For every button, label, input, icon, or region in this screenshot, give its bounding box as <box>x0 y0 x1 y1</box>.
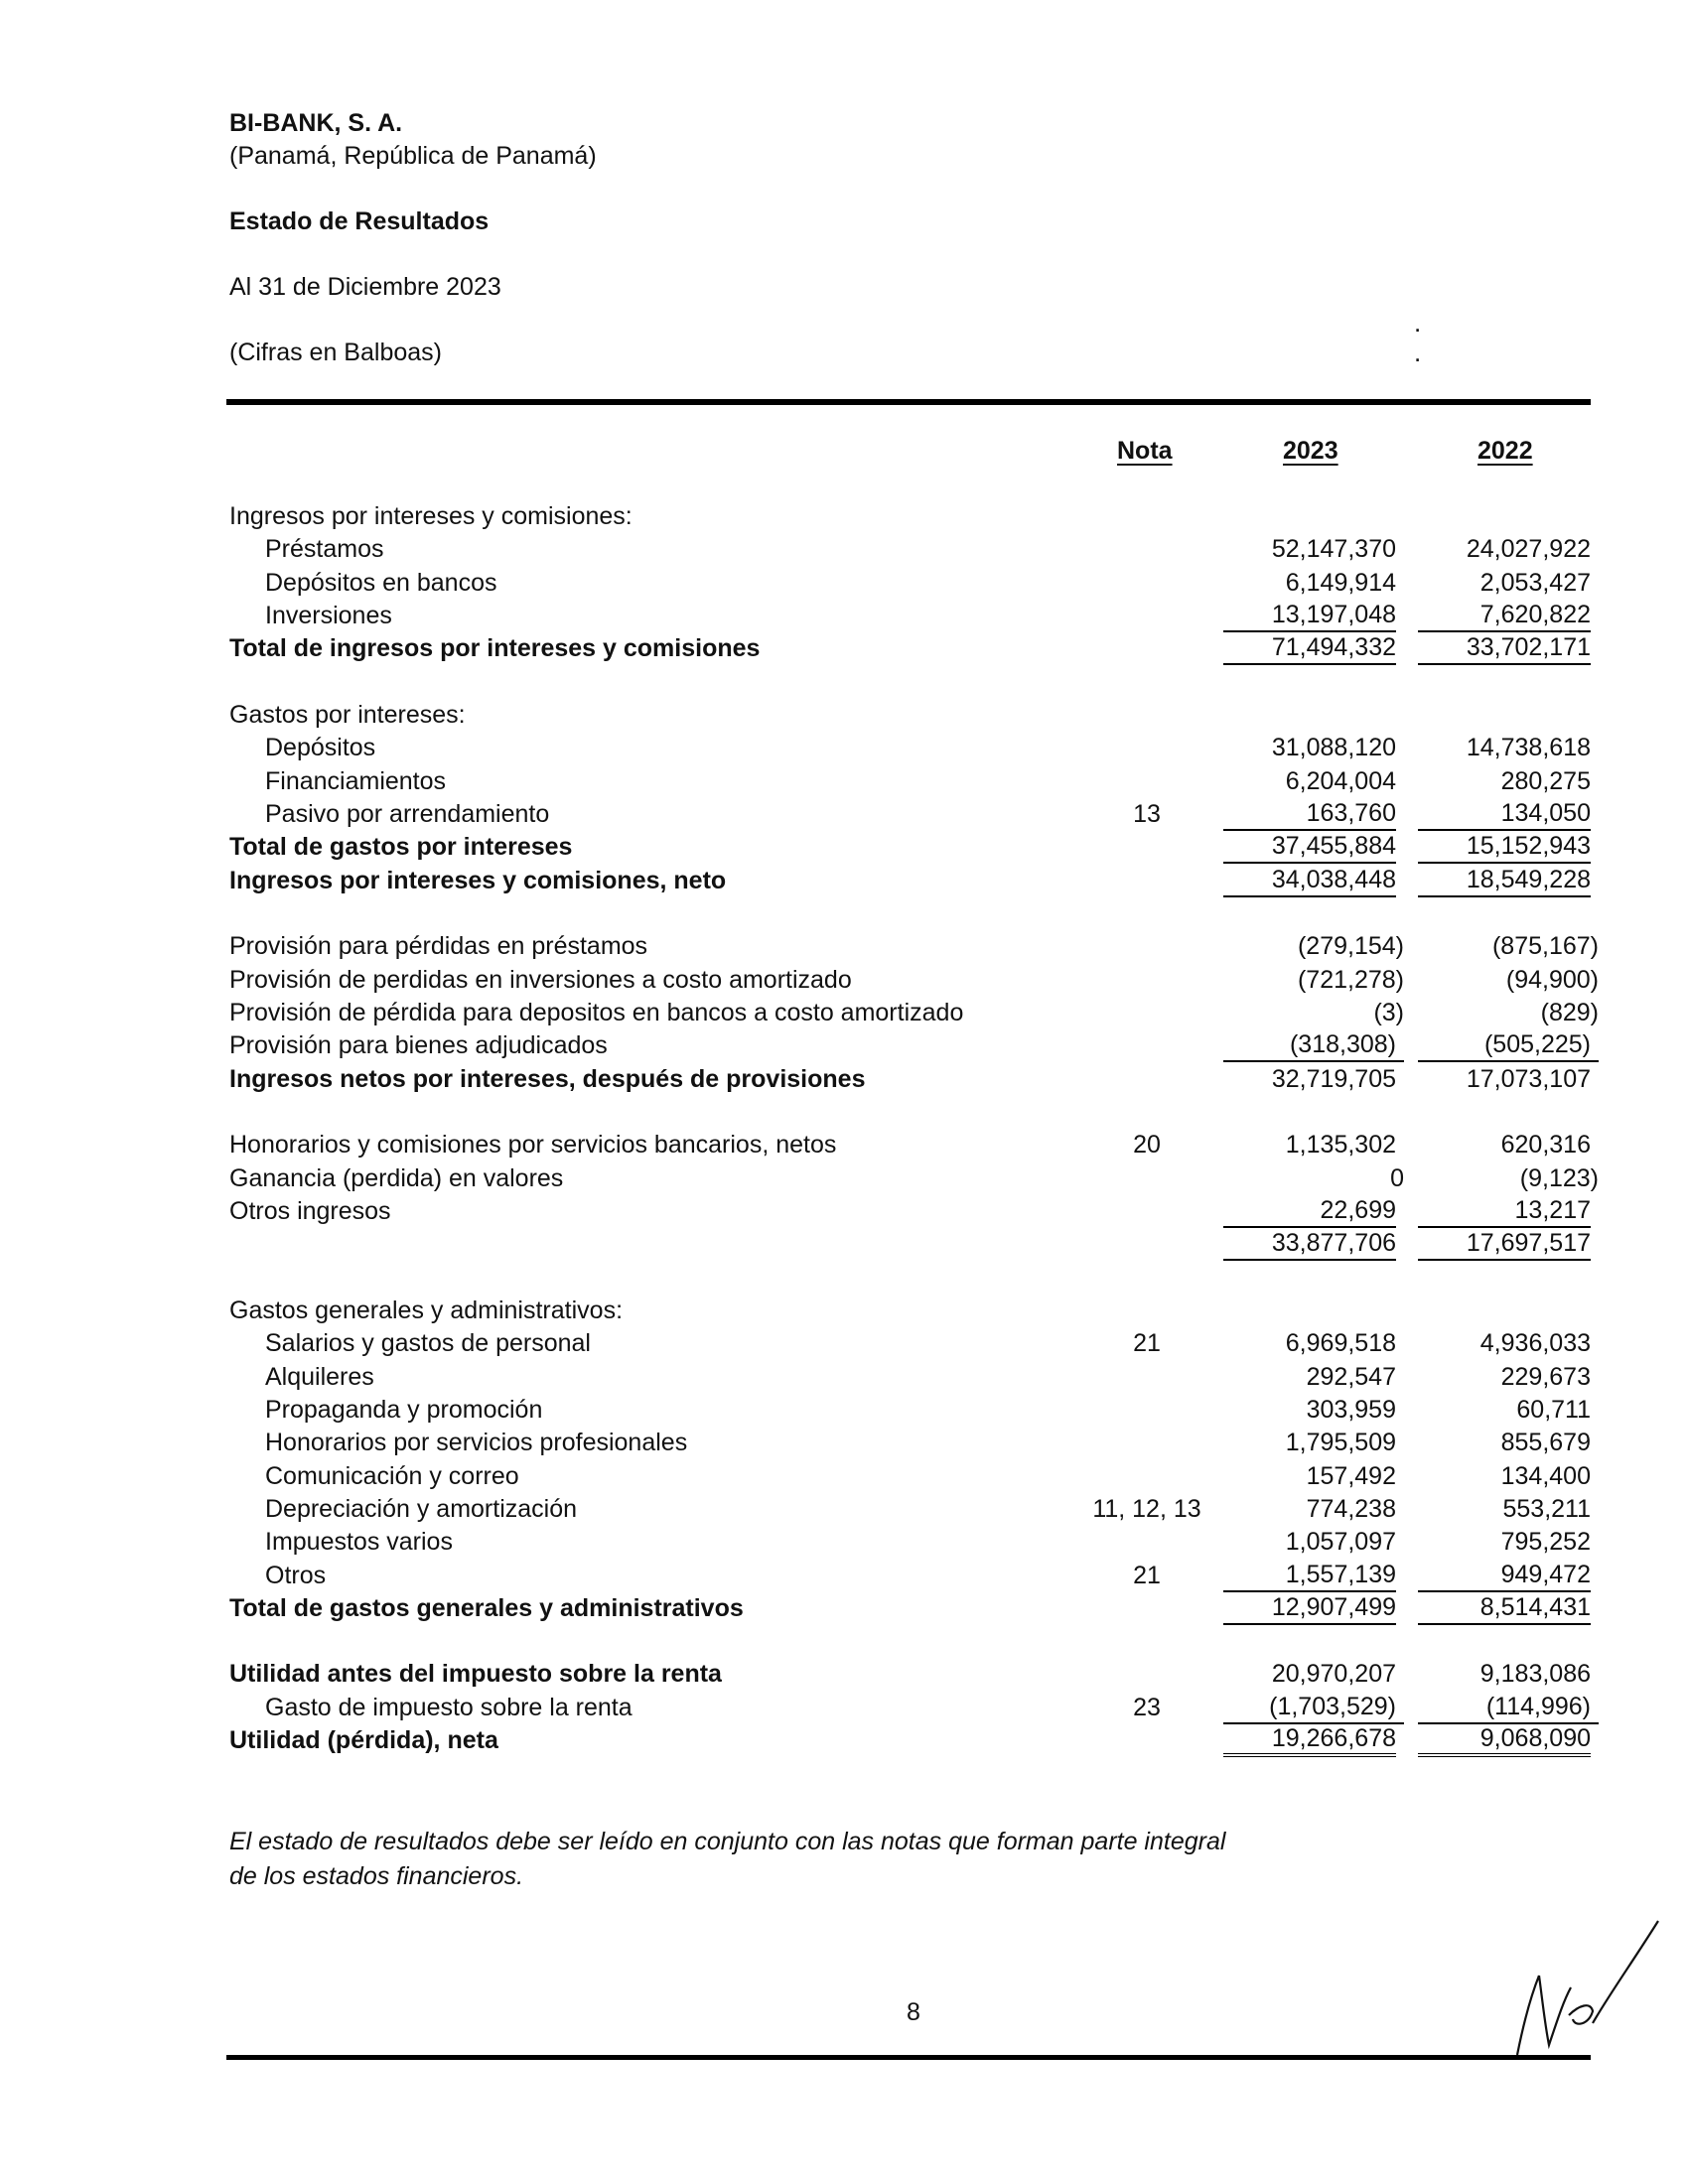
table-row <box>0 567 1688 600</box>
value-2023: 22,699 <box>1223 1195 1396 1228</box>
row-label: Provisión de pérdida para depositos en bancos a costo amortizado <box>229 998 964 1026</box>
row-nota: 11, 12, 13 <box>1092 1494 1201 1523</box>
value-2023: 1,057,097 <box>1285 1528 1396 1557</box>
table-row <box>0 1327 1688 1360</box>
value-2023: 37,455,884 <box>1223 831 1396 864</box>
value-2022: 9,183,086 <box>1479 1660 1591 1689</box>
value-2022: 280,275 <box>1500 766 1591 795</box>
value-2023: 1,795,509 <box>1285 1429 1396 1457</box>
value-2023: 32,719,705 <box>1271 1064 1396 1093</box>
row-label: Comunicación y correo <box>265 1461 519 1490</box>
value-2023: 1,557,139 <box>1223 1560 1396 1592</box>
row-nota: 23 <box>1133 1693 1161 1721</box>
value-2023: 52,147,370 <box>1271 535 1396 564</box>
value-2023: 20,970,207 <box>1271 1660 1396 1689</box>
scan-mark: . <box>1414 308 1422 338</box>
value-2023: 0 <box>1390 1163 1404 1192</box>
bottom-rule <box>226 2055 1591 2060</box>
signature-mark <box>1509 1916 1668 2065</box>
table-row <box>0 732 1688 764</box>
row-label: Depósitos <box>265 734 376 762</box>
table-row-total <box>0 831 1688 864</box>
value-2022: 9,068,090 <box>1418 1724 1591 1757</box>
value-2022: 795,252 <box>1500 1528 1591 1557</box>
value-2022: (114,996) <box>1418 1692 1599 1724</box>
currency-note: (Cifras en Balboas) <box>229 339 442 366</box>
table-row <box>0 1526 1688 1559</box>
value-2022: 13,217 <box>1418 1195 1591 1228</box>
row-label: Ingresos por intereses y comisiones: <box>229 502 633 530</box>
value-2023: (1,703,529) <box>1223 1692 1404 1724</box>
value-2023: 19,266,678 <box>1223 1724 1396 1757</box>
statement-date: Al 31 de Diciembre 2023 <box>229 273 501 301</box>
table-row <box>0 798 1688 831</box>
value-2022: 553,211 <box>1502 1494 1591 1523</box>
value-2023: 33,877,706 <box>1223 1228 1396 1261</box>
table-row <box>0 1361 1688 1394</box>
value-2023: 303,959 <box>1306 1395 1396 1424</box>
table-row <box>0 1295 1688 1327</box>
row-label: Honorarios y comisiones por servicios bancarios, netos <box>229 1131 837 1160</box>
row-label: Inversiones <box>265 601 392 629</box>
value-2023: (721,278) <box>1297 965 1404 994</box>
value-2023: 6,969,518 <box>1285 1329 1396 1358</box>
value-2022: 7,620,822 <box>1418 600 1591 632</box>
income-statement-table <box>0 500 1688 1757</box>
footer-note-line: El estado de resultados debe ser leído en conjunto con las notas que forman parte integral <box>229 1828 1226 1855</box>
row-label: Otros ingresos <box>229 1196 391 1225</box>
value-2022: (94,900) <box>1505 965 1599 994</box>
value-2022: 24,027,922 <box>1466 535 1591 564</box>
row-label: Ingresos netos por intereses, después de provisiones <box>229 1064 866 1093</box>
row-label: Ganancia (perdida) en valores <box>229 1163 564 1192</box>
value-2022: (9,123) <box>1519 1163 1599 1192</box>
row-label: Gastos por intereses: <box>229 700 466 729</box>
row-label: Honorarios por servicios profesionales <box>265 1429 688 1457</box>
scan-mark: . <box>1414 338 1422 367</box>
row-label: Total de gastos por intereses <box>229 833 573 862</box>
company-name: BI-BANK, S. A. <box>229 109 403 137</box>
row-label: Salarios y gastos de personal <box>265 1329 591 1358</box>
value-2022: 15,152,943 <box>1418 831 1591 864</box>
value-2022: 229,673 <box>1500 1362 1591 1391</box>
row-label: Pasivo por arrendamiento <box>265 799 550 828</box>
table-row-net <box>0 1724 1688 1757</box>
table-row <box>0 997 1688 1029</box>
row-nota: 13 <box>1133 799 1161 828</box>
table-row <box>0 1195 1688 1228</box>
row-label: Otros <box>265 1561 327 1589</box>
statement-title: Estado de Resultados <box>229 207 490 235</box>
value-2022: 18,549,228 <box>1418 865 1591 897</box>
value-2022: 4,936,033 <box>1479 1329 1591 1358</box>
row-label: Gastos generales y administrativos: <box>229 1296 624 1324</box>
value-2022: (875,167) <box>1491 932 1599 961</box>
col-2022: 2022 <box>1477 437 1533 465</box>
value-2022: 134,050 <box>1418 798 1591 831</box>
value-2022: 620,316 <box>1500 1131 1591 1160</box>
row-label: Impuestos varios <box>265 1528 453 1557</box>
value-2023: 34,038,448 <box>1223 865 1396 897</box>
value-2023: 71,494,332 <box>1223 632 1396 665</box>
row-nota: 20 <box>1133 1131 1161 1160</box>
top-rule <box>226 399 1591 405</box>
col-2023: 2023 <box>1283 437 1338 465</box>
row-label: Provisión para bienes adjudicados <box>229 1031 608 1060</box>
table-row <box>0 1493 1688 1526</box>
table-row <box>0 500 1688 533</box>
footer-note <box>229 1825 1225 1894</box>
table-row <box>0 930 1688 963</box>
document-header <box>229 107 597 369</box>
table-row <box>0 1029 1688 1062</box>
table-row-total <box>0 1658 1688 1691</box>
row-nota: 21 <box>1133 1329 1161 1358</box>
value-2023: 292,547 <box>1306 1362 1396 1391</box>
value-2022: 60,711 <box>1516 1395 1591 1424</box>
value-2022: (829) <box>1540 998 1599 1026</box>
value-2022: (505,225) <box>1418 1029 1599 1062</box>
table-row <box>0 1394 1688 1427</box>
row-label: Provisión de perdidas en inversiones a costo amortizado <box>229 965 852 994</box>
row-label: Depreciación y amortización <box>265 1494 578 1523</box>
value-2022: 17,697,517 <box>1418 1228 1591 1261</box>
value-2023: 31,088,120 <box>1271 734 1396 762</box>
row-label: Ingresos por intereses y comisiones, neto <box>229 866 727 894</box>
value-2022: 855,679 <box>1500 1429 1591 1457</box>
table-row-total <box>0 632 1688 665</box>
value-2022: 33,702,171 <box>1418 632 1591 665</box>
value-2023: 6,149,914 <box>1285 568 1396 597</box>
table-row <box>0 1427 1688 1459</box>
row-label: Préstamos <box>265 535 384 564</box>
value-2023: 157,492 <box>1306 1461 1396 1490</box>
row-label: Alquileres <box>265 1362 374 1391</box>
table-row-total <box>0 1063 1688 1096</box>
table-row <box>0 964 1688 997</box>
table-row-total <box>0 865 1688 897</box>
row-label: Total de ingresos por intereses y comisiones <box>229 634 761 663</box>
row-label: Total de gastos generales y administrativos <box>229 1593 744 1622</box>
table-row <box>0 1129 1688 1161</box>
row-label: Propaganda y promoción <box>265 1395 543 1424</box>
table-row <box>0 699 1688 732</box>
table-row <box>0 1560 1688 1592</box>
value-2022: 14,738,618 <box>1466 734 1591 762</box>
value-2023: (3) <box>1373 998 1404 1026</box>
row-label: Provisión para pérdidas en préstamos <box>229 932 648 961</box>
value-2022: 949,472 <box>1418 1560 1591 1592</box>
value-2023: (318,308) <box>1223 1029 1404 1062</box>
row-label: Utilidad (pérdida), neta <box>229 1726 498 1755</box>
value-2022: 17,073,107 <box>1466 1064 1591 1093</box>
row-label: Utilidad antes del impuesto sobre la renta <box>229 1660 722 1689</box>
value-2023: (279,154) <box>1297 932 1404 961</box>
table-row-subtotal <box>0 1228 1688 1261</box>
row-label: Depósitos en bancos <box>265 568 497 597</box>
value-2022: 2,053,427 <box>1479 568 1591 597</box>
table-row <box>0 765 1688 798</box>
page-number: 8 <box>907 1998 920 2026</box>
row-nota: 21 <box>1133 1561 1161 1589</box>
value-2023: 6,204,004 <box>1285 766 1396 795</box>
table-row <box>0 1692 1688 1724</box>
table-row <box>0 1460 1688 1493</box>
col-nota: Nota <box>1117 437 1173 465</box>
table-row <box>0 1162 1688 1195</box>
value-2022: 134,400 <box>1500 1461 1591 1490</box>
value-2022: 8,514,431 <box>1418 1592 1591 1625</box>
row-label: Financiamientos <box>265 766 447 795</box>
row-label: Gasto de impuesto sobre la renta <box>265 1693 633 1721</box>
footer-note-line: de los estados financieros. <box>229 1862 524 1890</box>
value-2023: 163,760 <box>1223 798 1396 831</box>
value-2023: 1,135,302 <box>1285 1131 1396 1160</box>
table-row-total <box>0 1592 1688 1625</box>
value-2023: 774,238 <box>1306 1494 1396 1523</box>
table-row <box>0 533 1688 566</box>
company-location: (Panamá, República de Panamá) <box>229 142 597 170</box>
value-2023: 13,197,048 <box>1223 600 1396 632</box>
value-2023: 12,907,499 <box>1223 1592 1396 1625</box>
table-row <box>0 600 1688 632</box>
